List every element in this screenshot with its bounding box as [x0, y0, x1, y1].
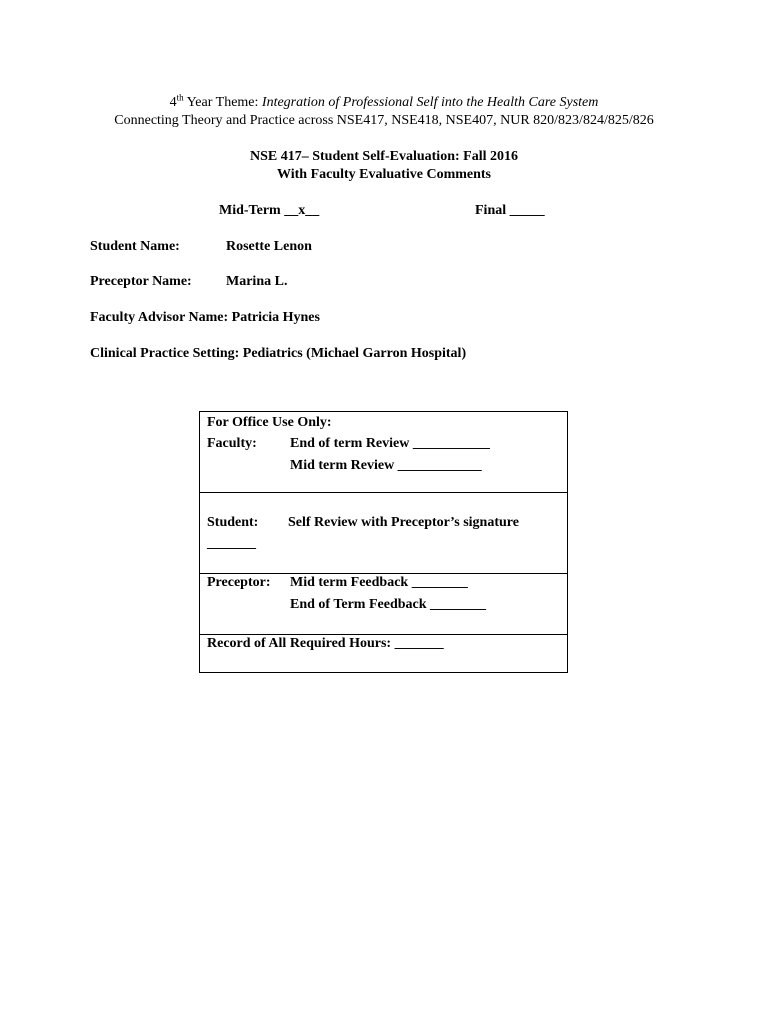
midterm-field: Mid-Term __x__	[219, 203, 320, 218]
office-use-heading: For Office Use Only:	[207, 415, 332, 430]
document-subtitle: With Faculty Evaluative Comments	[276, 167, 491, 182]
mid-term-review: Mid term Review ____________	[290, 458, 482, 473]
student-label: Student:	[207, 515, 259, 530]
end-of-term-feedback: End of Term Feedback ________	[290, 597, 487, 612]
document-title: NSE 417– Student Self-Evaluation: Fall 2016	[250, 149, 518, 164]
final-field: Final _____	[475, 203, 545, 218]
hours-section	[200, 635, 567, 673]
theme-title: Integration of Professional Self into the Health Care System	[261, 95, 599, 110]
office-use-box	[199, 411, 568, 673]
faculty-label: Faculty:	[207, 436, 257, 451]
student-name-value: Rosette Lenon	[226, 239, 312, 254]
connecting-line: Connecting Theory and Practice across NSE417, NSE418, NSE407, NUR 820/823/824/825/826	[114, 113, 654, 128]
theme-year-suffix: th	[176, 92, 184, 103]
theme-line	[0, 94, 768, 112]
faculty-section	[200, 412, 567, 493]
student-section	[200, 493, 567, 574]
student-name-label: Student Name:	[90, 239, 180, 254]
faculty-advisor-field: Faculty Advisor Name: Patricia Hynes	[90, 310, 320, 325]
self-review-text: Self Review with Preceptor’s signature	[288, 515, 519, 530]
theme-label: Year Theme:	[183, 95, 262, 110]
preceptor-name-value: Marina L.	[226, 274, 288, 289]
preceptor-label: Preceptor:	[207, 575, 271, 590]
end-of-term-review: End of term Review ___________	[290, 436, 490, 451]
required-hours: Record of All Required Hours: _______	[207, 636, 444, 651]
clinical-setting-field: Clinical Practice Setting: Pediatrics (Michael Garron Hospital)	[90, 346, 467, 361]
preceptor-section	[200, 574, 567, 635]
mid-term-feedback: Mid term Feedback ________	[290, 575, 468, 590]
preceptor-name-label: Preceptor Name:	[90, 274, 192, 289]
theme-year-number: 4	[169, 95, 177, 110]
student-signature-blank: _______	[207, 536, 256, 551]
